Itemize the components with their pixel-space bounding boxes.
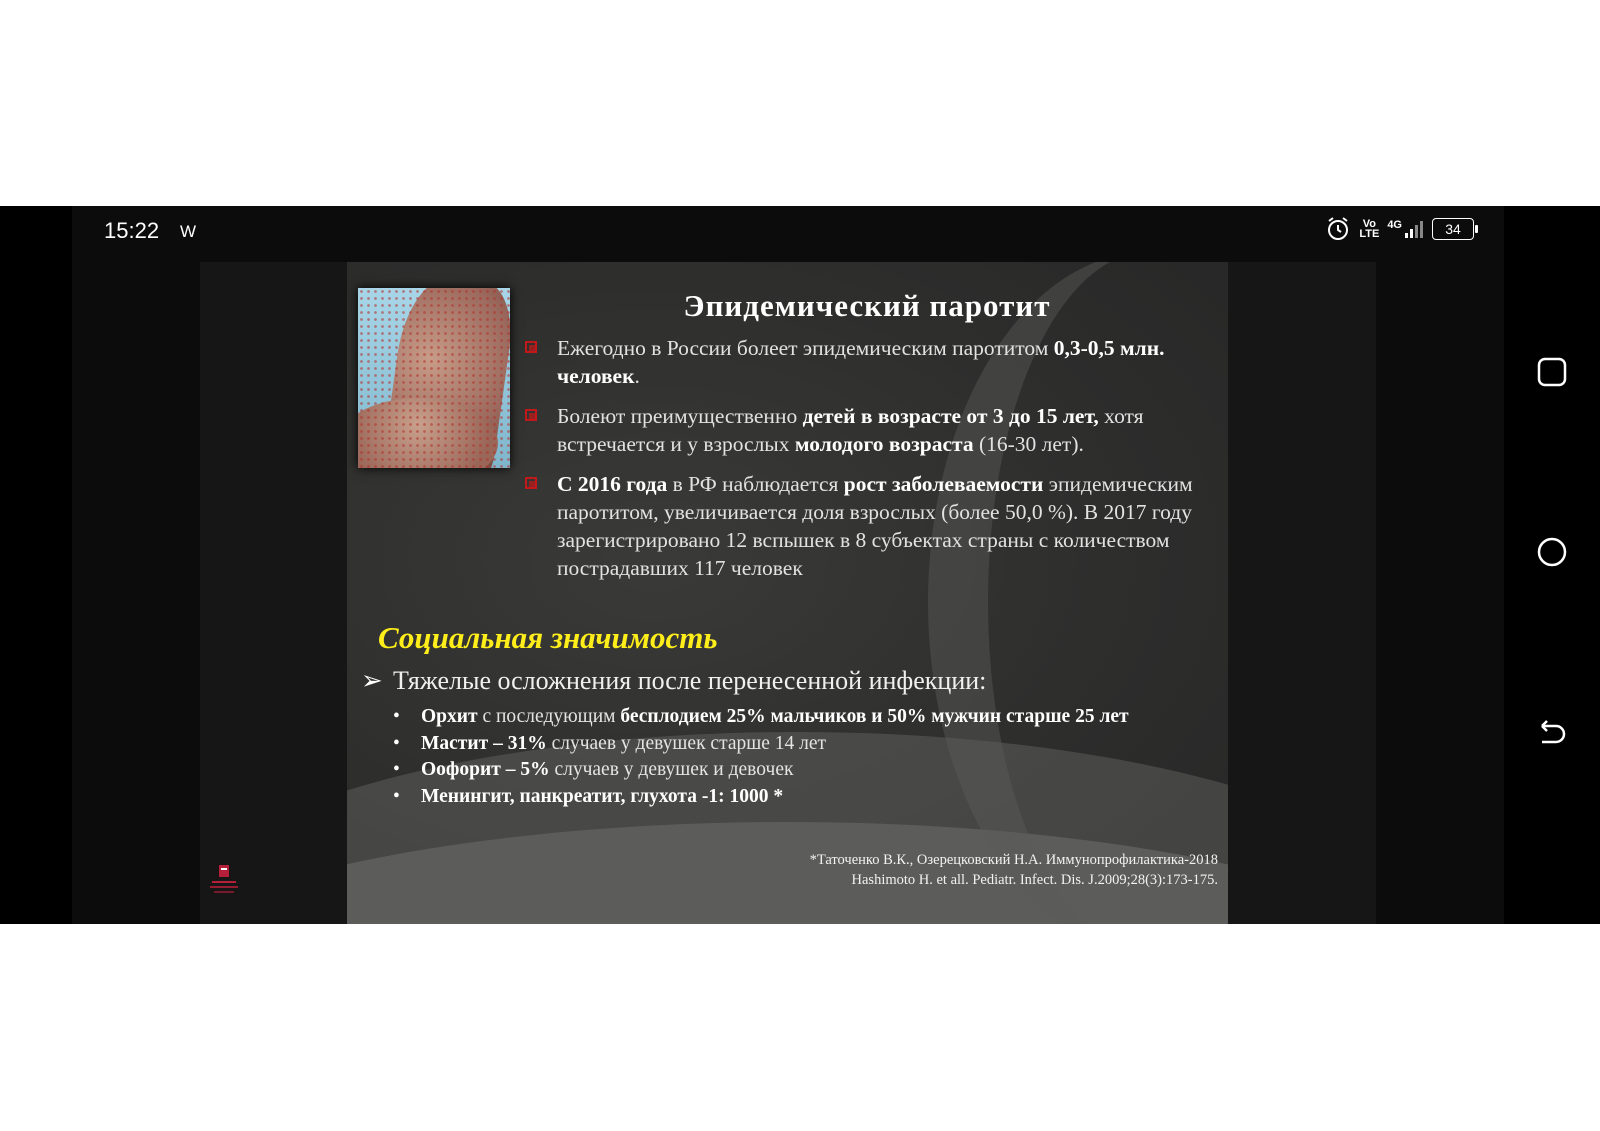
- complication-item: [393, 731, 1223, 758]
- screen-left-edge: [0, 206, 72, 924]
- references: [810, 850, 1218, 890]
- fact-item: [519, 402, 1209, 458]
- arrow-bullet-icon: ➢: [361, 666, 383, 695]
- checkbox-bullet-icon: [525, 341, 537, 353]
- bold-text: Менингит, панкреатит, глухота -1: 1000 *: [421, 785, 784, 807]
- text: Ежегодно в России болеет эпидемическим паротитом: [557, 336, 1054, 360]
- social-heading: Социальная значимость: [378, 620, 718, 655]
- fact-list: [519, 334, 1209, 594]
- slide-title: Эпидемический паротит: [683, 288, 1051, 323]
- bold-text: Оофорит – 5%: [421, 759, 550, 780]
- text: случаев у девушек старше 14 лет: [546, 732, 827, 754]
- text: в РФ наблюдается: [667, 472, 844, 496]
- network-label: 4G: [1387, 219, 1402, 231]
- university-logo-icon: [206, 863, 242, 899]
- text: Болеют преимущественно: [557, 404, 803, 428]
- bold-text: рост заболеваемости: [843, 472, 1044, 496]
- text: хотя встречается и у взрослых: [557, 404, 1144, 456]
- status-time: 15:22: [104, 218, 160, 243]
- checkbox-bullet-icon: [525, 409, 537, 421]
- complication-item: [393, 704, 1223, 731]
- signal-4g-icon: [1387, 219, 1424, 239]
- volte-bottom-label: LTE: [1359, 228, 1380, 240]
- battery-icon: [1432, 218, 1474, 240]
- complications-heading-text: Тяжелые осложнения после перенесенной инфекции:: [393, 666, 987, 695]
- status-icons: [1325, 216, 1474, 242]
- text: (16-30 лет).: [973, 432, 1084, 456]
- volte-icon: [1359, 219, 1379, 239]
- back-arrow-icon[interactable]: [1536, 716, 1568, 748]
- bold-text: Мастит – 31%: [421, 732, 547, 754]
- checkbox-bullet-icon: [525, 477, 537, 489]
- presentation-slide: [347, 262, 1228, 924]
- text: случаев у девушек и девочек: [549, 759, 794, 780]
- bold-text: молодого возраста: [794, 432, 974, 456]
- app-indicator: W: [180, 222, 197, 241]
- text: эпидемическим паротитом, увеличивается доля взрослых (более 50,0 %). В 2017 году зарегистрировано 12 вспышек в 8 субъектах страны с количеством пострадавших 117 человек: [557, 472, 1193, 580]
- fact-item: [519, 470, 1209, 582]
- battery-level: 34: [1445, 221, 1461, 237]
- complication-item: [393, 757, 1223, 784]
- bold-text: 0,3-0,5 млн. человек: [557, 336, 1165, 388]
- home-circle-icon[interactable]: [1536, 536, 1568, 568]
- reference-line: Hashimoto H. et all. Pediatr. Infect. Dis. J.2009;28(3):173-175.: [851, 872, 1218, 888]
- text: .: [634, 364, 640, 388]
- text: с последующим: [477, 706, 621, 727]
- bold-text: детей в возрасте от 3 до 15 лет,: [802, 404, 1099, 428]
- rash-photo: [358, 288, 510, 468]
- phone-screen: [0, 206, 1600, 924]
- status-bar: [72, 206, 1504, 264]
- video-player[interactable]: [200, 262, 1376, 924]
- volte-top-label: Vo: [1362, 218, 1376, 230]
- reference-line: *Таточенко В.К., Озерецковский Н.А. Иммунопрофилактика-2018: [809, 852, 1218, 868]
- complications-heading: [361, 666, 986, 696]
- bold-text: С 2016 года: [557, 472, 668, 496]
- recents-square-icon[interactable]: [1536, 356, 1568, 388]
- fact-item: [519, 334, 1209, 390]
- complication-item: [393, 784, 1223, 811]
- bold-text: бесплодием 25% мальчиков и 50% мужчин старше 25 лет: [620, 706, 1129, 727]
- signal-bars-icon: [1404, 219, 1424, 239]
- bold-text: Орхит: [421, 706, 478, 727]
- complications-list: [393, 704, 1223, 810]
- alarm-icon: [1325, 216, 1351, 242]
